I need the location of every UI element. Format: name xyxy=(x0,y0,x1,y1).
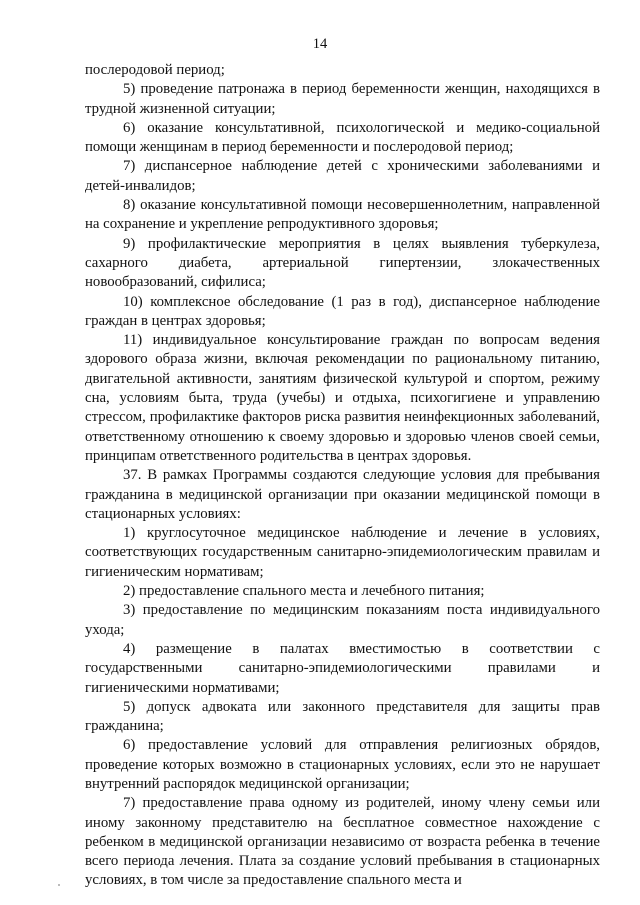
paragraph-continuation: послеродовой период; xyxy=(85,62,225,78)
document-body xyxy=(85,61,600,891)
page-number: 14 xyxy=(312,36,328,52)
condition-3-individual-care: 3) предоставление по медицинским показаниям поста индивидуального ухода; xyxy=(85,602,600,638)
list-item-10-comprehensive-exam: 10) комплексное обследование (1 раз в год), диспансерное наблюдение граждан в центрах здоровья; xyxy=(85,293,600,329)
list-item-5-patronage: 5) проведение патронажа в период беременности женщин, находящихся в трудной жизненной ситуации; xyxy=(85,81,600,117)
section-37-intro: 37. В рамках Программы создаются следующие условия для пребывания гражданина в медицинской организации при оказании медицинской помощи в стационарных условиях: xyxy=(85,467,600,522)
condition-1-observation: 1) круглосуточное медицинское наблюдение и лечение в условиях, соответствующих государственным санитарно-эпидемиологическим правилам и гигиеническим нормативам; xyxy=(85,525,600,580)
list-item-6-consultative-help: 6) оказание консультативной, психологической и медико-социальной помощи женщинам в период беременности и послеродовой период; xyxy=(85,119,600,156)
condition-5-lawyer-access: 5) допуск адвоката или законного представителя для защиты прав гражданина; xyxy=(85,698,600,735)
list-item-7-dispensary-children: 7) диспансерное наблюдение детей с хроническими заболеваниями и детей-инвалидов; xyxy=(85,158,600,194)
condition-4-ward-placement: 4) размещение в палатах вместимостью в соответствии с государственными санитарно-эпидемиологическими правилами и гигиеническими нормативами; xyxy=(85,640,600,696)
list-item-8-reproductive-health: 8) оказание консультативной помощи несовершеннолетним, направленной на сохранение и укрепление репродуктивного здоровья; xyxy=(85,197,600,233)
condition-2-bed-and-food: 2) предоставление спального места и лечебного питания; xyxy=(123,583,485,600)
list-item-9-preventive-measures: 9) профилактические мероприятия в целях выявления туберкулеза, сахарного диабета, артериальной гипертензии, злокачественных новообразований, сифилиса; xyxy=(85,235,600,291)
list-item-11-individual-counseling: 11) индивидуальное консультирование граждан по вопросам ведения здорового образа жизни, включая рекомендации по рациональному питанию, двигательной активности, занятиям физической культурой и спортом, режиму сна, условиям быта, труда (учебы) и отдыха, психогигиене и управлению стрессом, профилактике факторов риска развития неинфекционных заболеваний, ответственному отношению к своему здоровью и здоровью членов своей семьи, принципам ответственного родительства в центрах здоровья. xyxy=(85,332,600,464)
condition-6-religious-rites: 6) предоставление условий для отправления религиозных обрядов, проведение которых возможно в стационарных условиях, если это не нарушает внутренний распорядок медицинской организации; xyxy=(85,737,600,792)
scan-speck xyxy=(58,884,60,886)
condition-7-parent-stay: 7) предоставление права одному из родителей, иному члену семьи или иному законному представителю на бесплатное совместное нахождение с ребенком в медицинской организации независимо от возраста ребенка в течение всего периода лечения. Плата за создание условий пребывания в стационарных условиях, в том числе за предоставление спального места и xyxy=(85,795,600,889)
